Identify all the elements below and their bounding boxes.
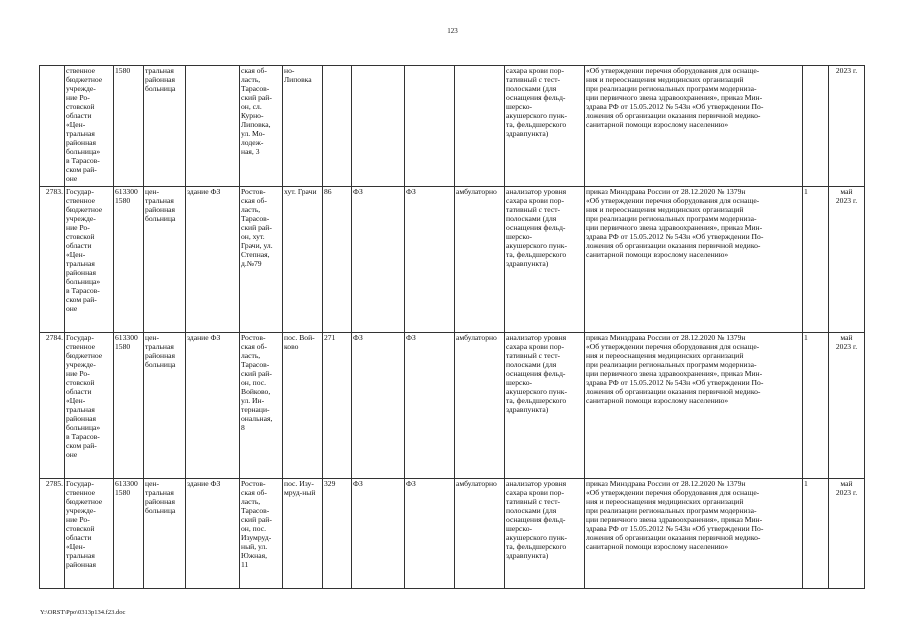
building-cell: здание ФЗ: [186, 479, 240, 589]
building-cell: здание ФЗ: [186, 187, 240, 333]
building-cell: [186, 66, 240, 187]
unit-type-2-cell: ФЗ: [405, 479, 455, 589]
org-type-cell: цен- тральная районная больница: [144, 333, 186, 479]
legal-basis-cell: приказ Минздрава России от 28.12.2020 № 1379н «Об утверждении перечня оборудования для оснаще- ния и переоснащения медицинских организаций при реализации региональных программ модерниза- ции первичного звена здравоохранения», приказ Мин- здрава РФ от 15.05.2012 № 543н «Об утверждении По- ложения об организации оказания первичной медико- санитарной помощи взрослому населению»: [585, 187, 803, 333]
organization-cell: ственное бюджетное учрежде- ние Ро- стовской области «Цен- тральная районная больница» в Тарасов- ском рай- оне: [65, 66, 114, 187]
settlement-cell: хут. Грачи: [283, 187, 323, 333]
settlement-cell: пос. Изу- мруд-ный: [283, 479, 323, 589]
address-cell: Ростов- ская об- ласть, Тарасов- ский рай- он, хут. Грачи, ул. Степная, д.№79: [240, 187, 283, 333]
row-number-cell: 2785.: [40, 479, 65, 589]
row-number-cell: 2783.: [40, 187, 65, 333]
unit-type-2-cell: ФЗ: [405, 187, 455, 333]
date-cell: май 2023 г.: [829, 479, 865, 589]
care-form-cell: амбулаторно: [455, 333, 505, 479]
legal-basis-cell: приказ Минздрава России от 28.12.2020 № 1379н «Об утверждении перечня оборудования для оснаще- ния и переоснащения медицинских организаций при реализации региональных программ модерниза- ции первичного звена здравоохранения», приказ Мин- здрава РФ от 15.05.2012 № 543н «Об утверждении По- ложения об организации оказания первичной медико- санитарной помощи взрослому населению»: [585, 333, 803, 479]
org-code-cell: 613300 1580: [114, 187, 144, 333]
quantity-cell: 1: [803, 187, 829, 333]
table-row: [40, 66, 865, 187]
settlement-cell: пос. Вой- ково: [283, 333, 323, 479]
organization-cell: Государ- ственное бюджетное учрежде- ние Ро- стовской области «Цен- тральная районная больница» в Тарасов- ском рай- оне: [65, 187, 114, 333]
table-row: [40, 333, 865, 479]
organization-cell: Государ- ственное бюджетное учрежде- ние Ро- стовской области «Цен- тральная районная: [65, 479, 114, 589]
address-cell: Ростов- ская об- ласть, Тарасов- ский рай- он, пос. Войково, ул. Ин- тернаци- ональная, 8: [240, 333, 283, 479]
care-form-cell: амбулаторно: [455, 479, 505, 589]
row-number-cell: 2784.: [40, 333, 65, 479]
footer-file-path: Y:\ORST\Ppo\0313p134.f23.doc: [40, 609, 126, 616]
organization-cell: Государ- ственное бюджетное учрежде- ние Ро- стовской области «Цен- тральная районная больница» в Тарасов- ском рай- оне: [65, 333, 114, 479]
date-cell: май 2023 г.: [829, 187, 865, 333]
unit-type-cell: [352, 66, 405, 187]
care-form-cell: амбулаторно: [455, 187, 505, 333]
legal-basis-cell: «Об утверждении перечня оборудования для оснаще- ния и переоснащения медицинских организаций при реализации региональных программ модерниза- ции первичного звена здравоохранения», приказ Мин- здрава РФ от 15.05.2012 № 543н «Об утверждении По- ложения об организации оказания первичной медико- санитарной помощи взрослому населению»: [585, 66, 803, 187]
population-cell: 271: [323, 333, 352, 479]
population-cell: 86: [323, 187, 352, 333]
row-number-cell: [40, 66, 65, 187]
equipment-cell: анализатор уровня сахара крови пор- тативный с тест- полосками (для оснащения фельд- шерско- акушерского пунк- та, фельдшерского здравпункта): [505, 333, 585, 479]
settlement-cell: но- Липовка: [283, 66, 323, 187]
table-row: [40, 187, 865, 333]
table-row: [40, 479, 865, 589]
unit-type-cell: ФЗ: [352, 333, 405, 479]
unit-type-2-cell: ФЗ: [405, 333, 455, 479]
unit-type-2-cell: [405, 66, 455, 187]
equipment-register-table: [39, 65, 865, 589]
quantity-cell: [803, 66, 829, 187]
org-type-cell: цен- тральная районная больница: [144, 187, 186, 333]
population-cell: 329: [323, 479, 352, 589]
date-cell: май 2023 г.: [829, 333, 865, 479]
date-cell: 2023 г.: [829, 66, 865, 187]
equipment-cell: сахара крови пор- тативный с тест- полосками (для оснащения фельд- шерско- акушерского пунк- та, фельдшерского здравпункта): [505, 66, 585, 187]
address-cell: Ростов- ская об- ласть, Тарасов- ский рай- он, пос. Изумруд- ный, ул. Южная, 11: [240, 479, 283, 589]
equipment-cell: анализатор уровня сахара крови пор- тативный с тест- полосками (для оснащения фельд- шерско- акушерского пунк- та, фельдшерского здравпункта): [505, 187, 585, 333]
org-type-cell: тральная районная больница: [144, 66, 186, 187]
page-number: 123: [447, 27, 458, 35]
unit-type-cell: ФЗ: [352, 479, 405, 589]
population-cell: [323, 66, 352, 187]
building-cell: здание ФЗ: [186, 333, 240, 479]
quantity-cell: 1: [803, 479, 829, 589]
org-code-cell: 1580: [114, 66, 144, 187]
equipment-cell: анализатор уровня сахара крови пор- тативный с тест- полосками (для оснащения фельд- шерско- акушерского пунк- та, фельдшерского здравпункта): [505, 479, 585, 589]
org-code-cell: 613300 1580: [114, 479, 144, 589]
unit-type-cell: ФЗ: [352, 187, 405, 333]
org-type-cell: цен- тральная районная больница: [144, 479, 186, 589]
quantity-cell: 1: [803, 333, 829, 479]
address-cell: ская об- ласть, Тарасов- ский рай- он, сл. Курно- Липовка, ул. Мо- лодеж- ная, 3: [240, 66, 283, 187]
org-code-cell: 613300 1580: [114, 333, 144, 479]
legal-basis-cell: приказ Минздрава России от 28.12.2020 № 1379н «Об утверждении перечня оборудования для оснаще- ния и переоснащения медицинских организаций при реализации региональных программ модерниза- ции первичного звена здравоохранения», приказ Мин- здрава РФ от 15.05.2012 № 543н «Об утверждении По- ложения об организации оказания первичной медико- санитарной помощи взрослому населению»: [585, 479, 803, 589]
care-form-cell: [455, 66, 505, 187]
